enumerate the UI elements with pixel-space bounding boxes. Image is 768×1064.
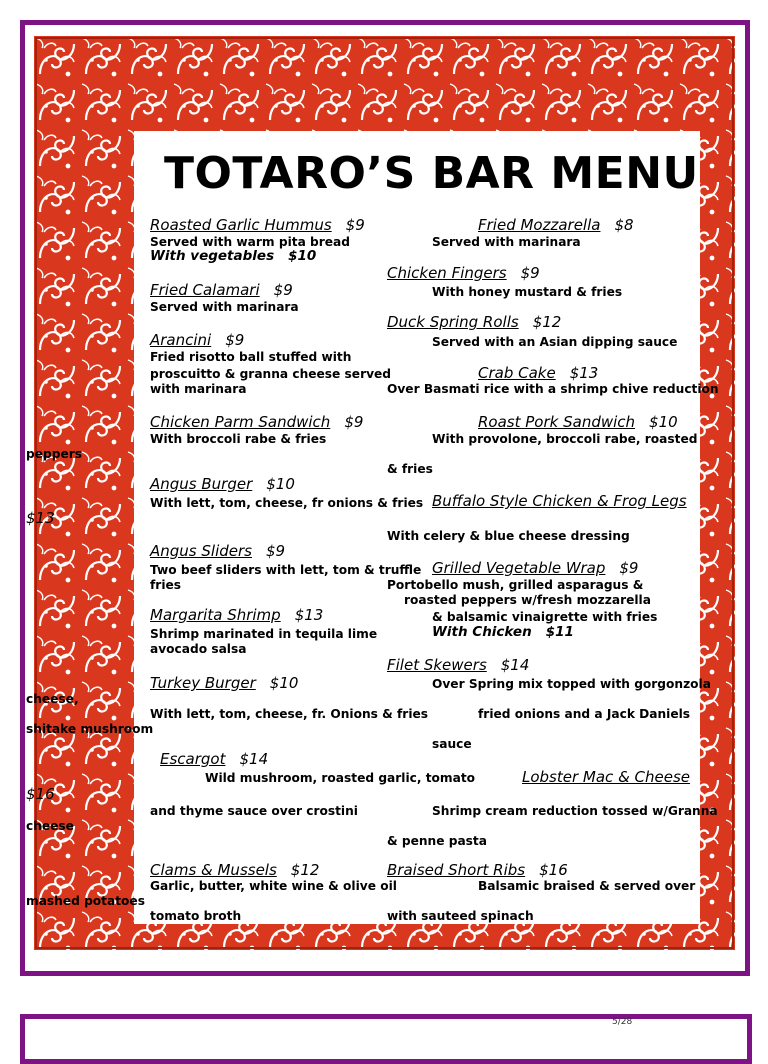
item-description: fries bbox=[150, 578, 182, 592]
item-price: $10 bbox=[269, 674, 299, 692]
menu-item-roast-pork-sandwich bbox=[478, 415, 678, 430]
item-price: $13 bbox=[294, 606, 324, 624]
item-price: $9 bbox=[265, 542, 286, 560]
item-name: Roast Pork Sandwich bbox=[478, 413, 636, 431]
menu-item-angus-sliders bbox=[150, 544, 285, 559]
menu-item-chicken-fingers bbox=[387, 266, 540, 281]
item-description: With celery & blue cheese dressing bbox=[387, 529, 630, 543]
menu-item-arancini bbox=[150, 333, 244, 348]
item-price: $9 bbox=[520, 264, 540, 282]
item-description: with sauteed spinach bbox=[387, 909, 534, 923]
menu-item-margarita-shrimp bbox=[150, 608, 323, 623]
item-description: With lett, tom, cheese, fr onions & fries bbox=[150, 496, 424, 510]
item-description: With honey mustard & fries bbox=[432, 285, 623, 299]
item-price: $9 bbox=[344, 413, 364, 431]
menu-item-lobster-mac-cheese bbox=[522, 770, 690, 785]
item-name: Braised Short Ribs bbox=[387, 861, 526, 879]
item-price: $8 bbox=[614, 216, 634, 234]
item-description: sauce bbox=[432, 737, 472, 751]
item-description: Over Basmati rice with a shrimp chive reduction bbox=[387, 382, 719, 396]
menu-item-buffalo-chicken-frog-legs bbox=[432, 494, 687, 509]
item-description: peppers bbox=[26, 447, 82, 461]
item-name: Buffalo Style Chicken & Frog Legs bbox=[432, 492, 687, 510]
item-name: Chicken Fingers bbox=[387, 264, 507, 282]
item-description: Shrimp cream reduction tossed w/Granna bbox=[432, 804, 718, 818]
menu-item-grilled-vegetable-wrap bbox=[432, 561, 638, 576]
item-name: Clams & Mussels bbox=[150, 861, 277, 879]
item-price: $9 bbox=[619, 559, 639, 577]
item-description: with marinara bbox=[150, 382, 247, 396]
item-name: Arancini bbox=[150, 331, 212, 349]
menu-item-crab-cake bbox=[478, 366, 598, 381]
item-description: Fried risotto ball stuffed with bbox=[150, 350, 352, 364]
menu-item-fried-mozzarella bbox=[478, 218, 634, 233]
item-name: Lobster Mac & Cheese bbox=[522, 768, 691, 786]
item-description: Two beef sliders with lett, tom & truffle bbox=[150, 563, 422, 577]
item-description: Wild mushroom, roasted garlic, tomato bbox=[205, 771, 476, 785]
item-price: $9 bbox=[345, 216, 365, 234]
item-description: Garlic, butter, white wine & olive oil bbox=[150, 879, 397, 893]
item-description: roasted peppers w/fresh mozzarella bbox=[404, 593, 651, 607]
sub-name: With Chicken bbox=[432, 624, 532, 640]
item-price: $12 bbox=[532, 313, 562, 331]
sub-price: $11 bbox=[545, 624, 574, 640]
menu-sub-with-chicken bbox=[432, 626, 574, 640]
item-name: Margarita Shrimp bbox=[150, 606, 281, 624]
item-description: Served with an Asian dipping sauce bbox=[432, 335, 678, 349]
menu-item-clams-mussels bbox=[150, 863, 319, 878]
item-name: Crab Cake bbox=[478, 364, 556, 382]
menu-item-fried-calamari bbox=[150, 283, 293, 298]
menu-item-chicken-parm-sandwich bbox=[150, 415, 363, 430]
item-description: & penne pasta bbox=[387, 834, 487, 848]
item-name: Fried Mozzarella bbox=[478, 216, 601, 234]
item-price: $12 bbox=[290, 861, 320, 879]
item-description: avocado salsa bbox=[150, 642, 247, 656]
item-price: $16 bbox=[26, 785, 55, 803]
item-name: Grilled Vegetable Wrap bbox=[432, 559, 606, 577]
item-name: Turkey Burger bbox=[150, 674, 256, 692]
item-name: Escargot bbox=[160, 750, 226, 768]
menu-item-duck-spring-rolls bbox=[387, 315, 561, 330]
item-price: $9 bbox=[225, 331, 245, 349]
menu-item-roasted-garlic-hummus bbox=[150, 218, 365, 233]
item-name: Fried Calamari bbox=[150, 281, 260, 299]
page-number: 5/28 bbox=[612, 1017, 633, 1027]
menu-item-escargot bbox=[160, 752, 268, 767]
item-name: Chicken Parm Sandwich bbox=[150, 413, 331, 431]
menu-item-filet-skewers bbox=[387, 658, 529, 673]
item-name: Filet Skewers bbox=[387, 656, 487, 674]
item-description: Served with marinara bbox=[150, 300, 299, 314]
menu-item-braised-short-ribs bbox=[387, 863, 568, 878]
item-price: $14 bbox=[239, 750, 269, 768]
item-description: proscuitto & granna cheese served bbox=[150, 367, 392, 381]
item-price: $14 bbox=[500, 656, 530, 674]
item-description: With broccoli rabe & fries bbox=[150, 432, 327, 446]
item-name: Duck Spring Rolls bbox=[387, 313, 519, 331]
item-description: Served with warm pita bread bbox=[150, 235, 350, 249]
item-description: Portobello mush, grilled asparagus & bbox=[387, 578, 644, 592]
item-description: fried onions and a Jack Daniels bbox=[478, 707, 691, 721]
menu-sub-with-vegetables bbox=[150, 250, 316, 264]
item-price: $10 bbox=[266, 475, 295, 493]
item-description: cheese, bbox=[26, 692, 79, 706]
item-description: & balsamic vinaigrette with fries bbox=[432, 610, 658, 624]
item-description: With provolone, broccoli rabe, roasted bbox=[432, 432, 698, 446]
sub-price: $10 bbox=[288, 248, 317, 264]
item-price: $9 bbox=[273, 281, 293, 299]
item-description: & fries bbox=[387, 462, 433, 476]
item-name: Roasted Garlic Hummus bbox=[150, 216, 332, 234]
item-description: Over Spring mix topped with gorgonzola bbox=[432, 677, 711, 691]
next-page-border bbox=[20, 1014, 752, 1064]
menu-title: TOTARO’S BAR MENU bbox=[164, 148, 699, 199]
item-description: With lett, tom, cheese, fr. Onions & fries bbox=[150, 707, 429, 721]
menu-item-angus-burger bbox=[150, 477, 295, 492]
item-price: $13 bbox=[569, 364, 599, 382]
item-price: $10 bbox=[649, 413, 678, 431]
item-description: mashed potatoes bbox=[26, 894, 145, 908]
item-description: cheese bbox=[26, 819, 74, 833]
item-description: tomato broth bbox=[150, 909, 242, 923]
item-price: $13 bbox=[26, 509, 55, 527]
menu-item-turkey-burger bbox=[150, 676, 298, 691]
item-name: Angus Burger bbox=[150, 475, 253, 493]
item-price: $16 bbox=[539, 861, 568, 879]
item-description: Shrimp marinated in tequila lime bbox=[150, 627, 378, 641]
item-description: shitake mushroom bbox=[26, 722, 154, 736]
item-description: Served with marinara bbox=[432, 235, 581, 249]
item-name: Angus Sliders bbox=[150, 542, 252, 560]
item-description: and thyme sauce over crostini bbox=[150, 804, 358, 818]
sub-name: With vegetables bbox=[150, 248, 275, 264]
item-description: Balsamic braised & served over bbox=[478, 879, 696, 893]
